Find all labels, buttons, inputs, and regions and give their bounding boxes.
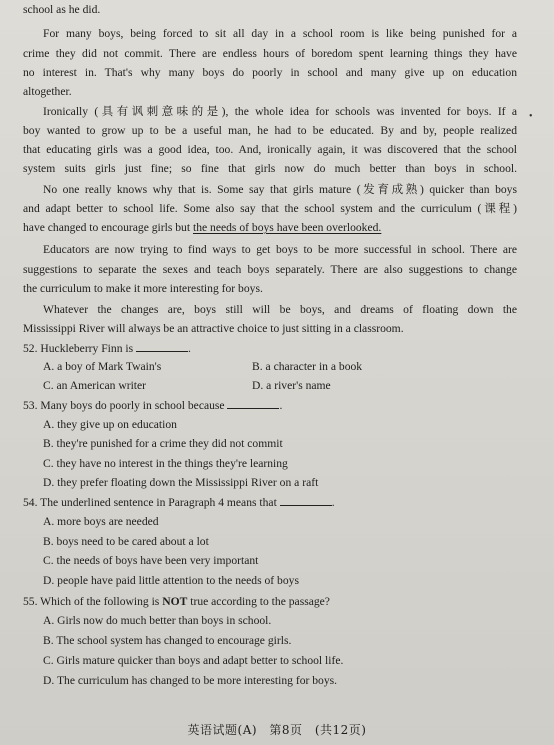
passage-line: altogether. [23,85,72,98]
option-c: C. they have no interest in the things they're learning [43,457,288,470]
option-c: C. an American writer [43,379,147,392]
margin-mark: • [529,111,533,122]
passage-line: boy wanted to grow up to be a useful man, he had to be educated. By and by, people realized [23,124,517,137]
page-footer [0,721,554,740]
option-b: B. The school system has changed to encourage girls. [43,634,292,647]
stem-text: 54. The underlined sentence in Paragraph 4 means that [23,496,277,509]
passage-line: and adapt better to school life. Some also say that the school system and the curriculum (课程) [23,202,517,215]
option-d: D. The curriculum has changed to be more interesting for boys. [43,674,338,687]
passage-line: crime they did not commit. There are endless hours of boredom spent learning things they have [23,47,517,60]
stem-text: 53. Many boys do poorly in school because [23,399,225,412]
passage-line: For many boys, being forced to sit all day in a school room is like being punished for a [43,27,517,40]
stem-text: 55. Which of the following is [23,595,163,608]
option-b: B. they're punished for a crime they did not commit [43,437,283,450]
underlined-sentence: the needs of boys have been overlooked. [192,221,382,234]
passage-line: that educating girls was a good idea, too. And, ironically again, it was discovered that the school [23,143,517,156]
option-c: C. Girls mature quicker than boys and adapt better to school life. [43,654,344,667]
stem-emphasis: NOT [162,595,188,608]
passage-line: the curriculum to make it more interesting for boys. [23,282,263,295]
answer-blank [280,494,332,506]
option-d: D. a river's name [252,379,331,392]
passage-line: no interest in. That's why many boys do poorly in school and many give up on education [23,66,517,79]
passage-line: system suits girls just fine; so fine that girls now do much better than boys in school. [23,162,517,175]
passage-line: Educators are now trying to find ways to get boys to be more successful in school. There are [43,243,517,256]
question-stem: 53. Many boys do poorly in school because . [23,399,283,412]
page-number: 第8页 [269,723,303,737]
option-d: D. people have paid little attention to the needs of boys [43,574,299,587]
option-a: A. they give up on education [43,418,177,431]
passage-line: Whatever the changes are, boys still will be boys, and dreams of floating down the [43,303,517,316]
option-c: C. the needs of boys have been very important [43,554,259,567]
option-b: B. boys need to be cared about a lot [43,535,209,548]
stem-text: 52. Huckleberry Finn is [23,342,134,355]
option-a: A. Girls now do much better than boys in school. [43,614,272,627]
passage-line: school as he did. [23,3,101,16]
option-b: B. a character in a book [252,360,363,373]
exam-title: 英语试题(A) [187,723,258,737]
passage-text: have changed to encourage girls but [23,221,193,234]
passage-line: suggestions to separate the sexes and teach boys separately. There are also suggestions to change [23,263,517,276]
option-a: A. a boy of Mark Twain's [43,360,162,373]
option-d: D. they prefer floating down the Mississippi River on a raft [43,476,319,489]
passage-line: Mississippi River will always be an attractive choice to just sitting in a classroom. [23,322,404,335]
answer-blank [227,397,279,409]
page-total: (共12页) [314,723,367,737]
answer-blank [136,340,188,352]
passage-line: No one really knows why that is. Some say that girls mature (发育成熟) quicker than boys [43,183,517,196]
passage-line: Ironically (具有讽刺意味的是), the whole idea for schools was invented for boys. If a [43,105,517,118]
question-stem: 52. Huckleberry Finn is . [23,342,191,355]
question-stem: 54. The underlined sentence in Paragraph 4 means that . [23,496,335,509]
option-a: A. more boys are needed [43,515,159,528]
stem-text: true according to the passage? [187,595,330,608]
question-stem [23,592,330,611]
passage-line [23,218,381,237]
